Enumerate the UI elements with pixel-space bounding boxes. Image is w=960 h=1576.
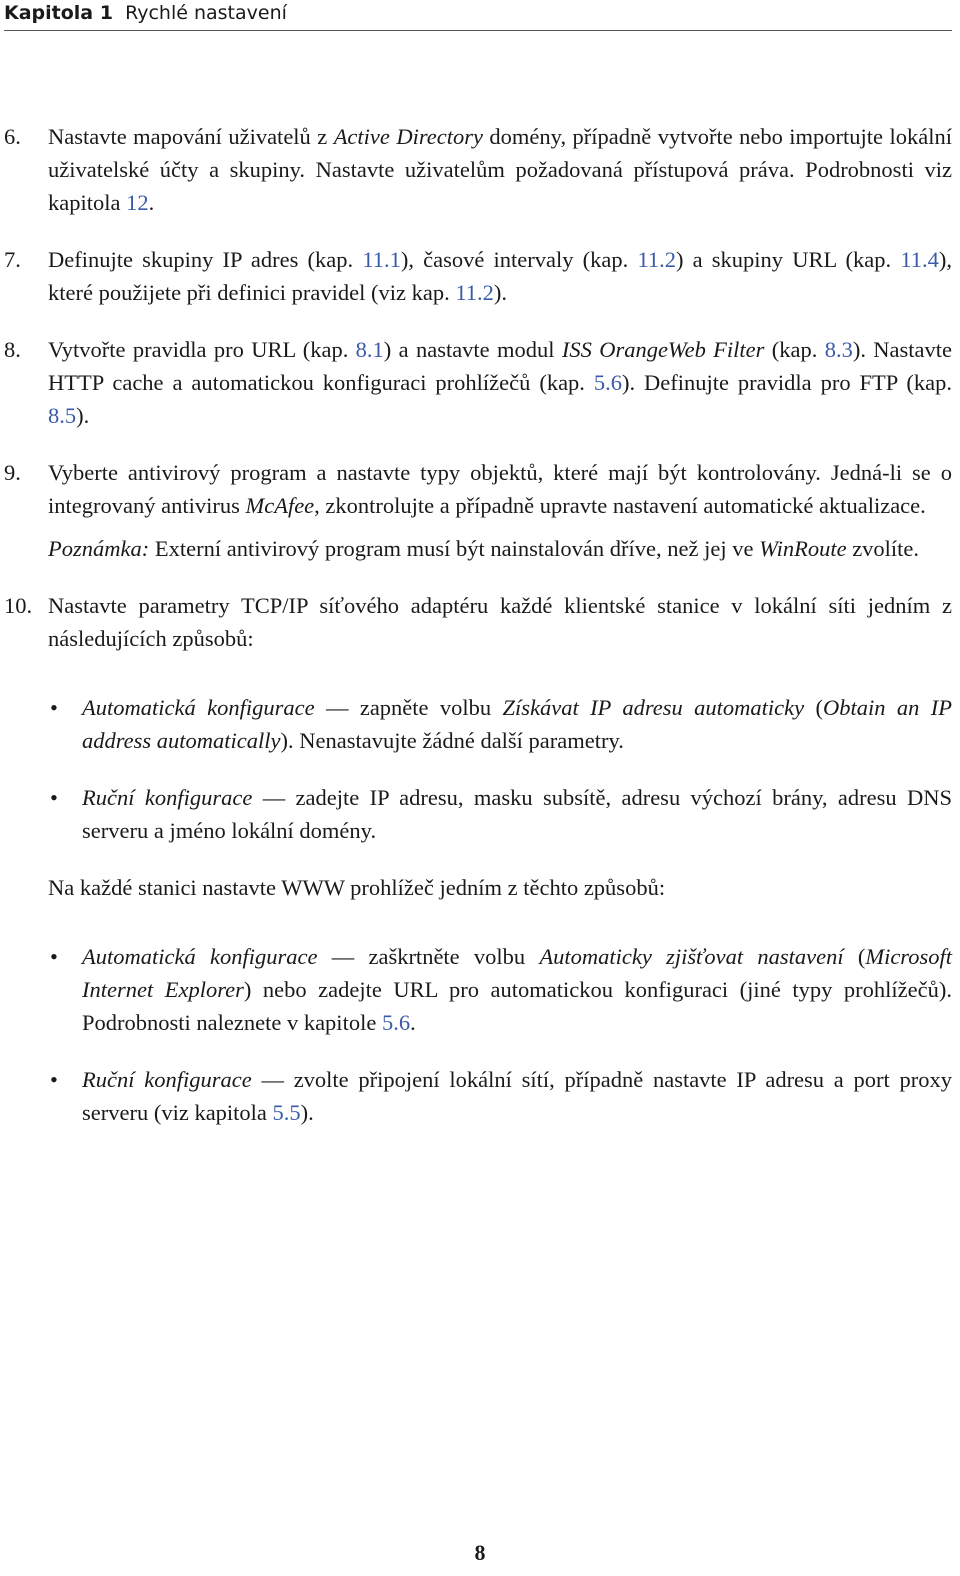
chapter-link[interactable]: 12 xyxy=(126,190,149,215)
emphasis: McAfee xyxy=(245,493,315,518)
bullet-item xyxy=(4,781,952,847)
text-run: ) a skupiny URL (kap. xyxy=(675,247,901,272)
bullet-item xyxy=(4,940,952,1039)
spacer xyxy=(4,928,952,940)
emphasis: Automatická konfigurace xyxy=(82,695,315,720)
emphasis: Obtain an IP address automatically xyxy=(82,695,953,753)
item-number: 8. xyxy=(4,337,21,362)
item-text xyxy=(48,243,952,309)
running-header xyxy=(4,0,952,31)
emphasis: WinRoute xyxy=(759,536,847,561)
list-item-10 xyxy=(4,589,952,655)
text-run: Externí antivirový program musí být nainstalován dříve, než jej ve xyxy=(149,536,760,561)
chapter-link[interactable]: 11.4 xyxy=(900,247,939,272)
chapter-link[interactable]: 11.2 xyxy=(637,247,676,272)
text-run: ) nebo zadejte URL pro automatickou konfiguraci (jiné typy prohlížečů). Podrobnosti naleznete v kapitole xyxy=(82,977,952,1035)
list-item-7 xyxy=(4,243,952,309)
chapter-label: Kapitola 1 xyxy=(4,2,113,24)
list-item-6 xyxy=(4,120,952,219)
text-run: ), které použijete při definici pravidel (viz kap. xyxy=(48,247,952,305)
text-run: ), časové intervaly (kap. xyxy=(400,247,638,272)
list-item-9 xyxy=(4,456,952,565)
text-run: ( xyxy=(843,944,866,969)
paragraph: Na každé stanici nastavte WWW prohlížeč jedním z těchto způsobů: xyxy=(48,875,666,900)
chapter-link[interactable]: 8.5 xyxy=(48,403,77,428)
text-run: , zkontrolujte a případně upravte nastavení automatické aktualizace. xyxy=(314,493,926,518)
text-run: ). Nenastavujte žádné další parametry. xyxy=(280,728,624,753)
chapter-link[interactable]: 11.1 xyxy=(362,247,401,272)
emphasis: Active Directory xyxy=(333,124,483,149)
bullet-icon: • xyxy=(50,944,58,969)
bullet-item xyxy=(4,1063,952,1129)
page-number: 8 xyxy=(474,1540,486,1565)
chapter-link[interactable]: 8.3 xyxy=(824,337,853,362)
note-label: Poznámka: xyxy=(48,536,150,561)
text-run: zvolíte. xyxy=(846,536,920,561)
text-run: ). xyxy=(76,403,90,428)
text-run: ) a nastavte modul xyxy=(383,337,562,362)
item-number: 9. xyxy=(4,460,21,485)
bullet-item xyxy=(4,691,952,757)
item-text xyxy=(48,456,952,522)
text-run: Vyberte antivirový program a nastavte typy objektů, které mají být kontrolovány. Jedná-li se o integrovaný antivirus xyxy=(48,460,952,518)
emphasis: Automatická konfigurace xyxy=(82,944,318,969)
text-run: — zadejte IP adresu, masku subsítě, adresu výchozí brány, adresu DNS serveru a jméno lokální domény. xyxy=(82,785,952,843)
chapter-title: Rychlé nastavení xyxy=(125,2,287,24)
item-number: 10. xyxy=(4,593,33,618)
bullet-icon: • xyxy=(50,1067,58,1092)
text-run: ). xyxy=(493,280,508,305)
emphasis: Ruční konfigurace xyxy=(82,785,253,810)
item-text xyxy=(48,333,952,432)
emphasis: ISS OrangeWeb Filter xyxy=(561,337,765,362)
text-run: Definujte skupiny IP adres (kap. xyxy=(48,247,363,272)
chapter-link[interactable]: 11.2 xyxy=(455,280,494,305)
emphasis: Automaticky zjišťovat nastavení xyxy=(539,944,844,969)
bullet-list-network xyxy=(4,691,952,847)
text-run: ). Definujte pravidla pro FTP (kap. xyxy=(621,370,952,395)
text-run: — zaškrtněte volbu xyxy=(317,944,540,969)
list-item-8 xyxy=(4,333,952,432)
chapter-link[interactable]: 5.5 xyxy=(272,1100,301,1125)
text-run: . xyxy=(410,1010,416,1035)
text-run: ( xyxy=(804,695,824,720)
text-run: Vytvořte pravidla pro URL (kap. xyxy=(48,337,356,362)
spacer xyxy=(4,679,952,691)
emphasis: Ruční konfigurace xyxy=(82,1067,252,1092)
text-run: — zvolte připojení lokální sítí, případně nastavte IP adresu a port proxy serveru (viz kapitola xyxy=(82,1067,953,1125)
bullet-list-browser xyxy=(4,940,952,1129)
bullet-icon: • xyxy=(50,695,58,720)
item-number: 6. xyxy=(4,124,21,149)
item-text xyxy=(48,120,952,219)
bullet-icon: • xyxy=(50,785,58,810)
emphasis: Microsoft Internet Explorer xyxy=(82,944,952,1002)
text-run: . xyxy=(148,190,155,215)
item-number: 7. xyxy=(4,247,21,272)
emphasis: Získávat IP adresu automaticky xyxy=(502,695,805,720)
note xyxy=(48,532,952,565)
text-run: ). xyxy=(300,1100,314,1125)
text-run: domény, případně vytvořte nebo importujte lokální uživatelské účty a skupiny. Nastavte uživatelům požadovaná přístupová práva. Podrobnosti viz kapitola xyxy=(48,124,952,215)
item-text: Nastavte parametry TCP/IP síťového adaptéru každé klientské stanice v lokální síti jedním z následujících způsobů: xyxy=(48,593,952,651)
chapter-link[interactable]: 5.6 xyxy=(381,1010,411,1035)
text-run: (kap. xyxy=(764,337,825,362)
text-run: Nastavte mapování uživatelů z xyxy=(48,124,334,149)
text-run: ). Nastavte HTTP cache a automatickou konfiguraci prohlížečů (kap. xyxy=(48,337,953,395)
chapter-link[interactable]: 5.6 xyxy=(593,370,622,395)
page-body xyxy=(4,120,952,1153)
text-run: — zapněte volbu xyxy=(314,695,503,720)
chapter-link[interactable]: 8.1 xyxy=(355,337,384,362)
